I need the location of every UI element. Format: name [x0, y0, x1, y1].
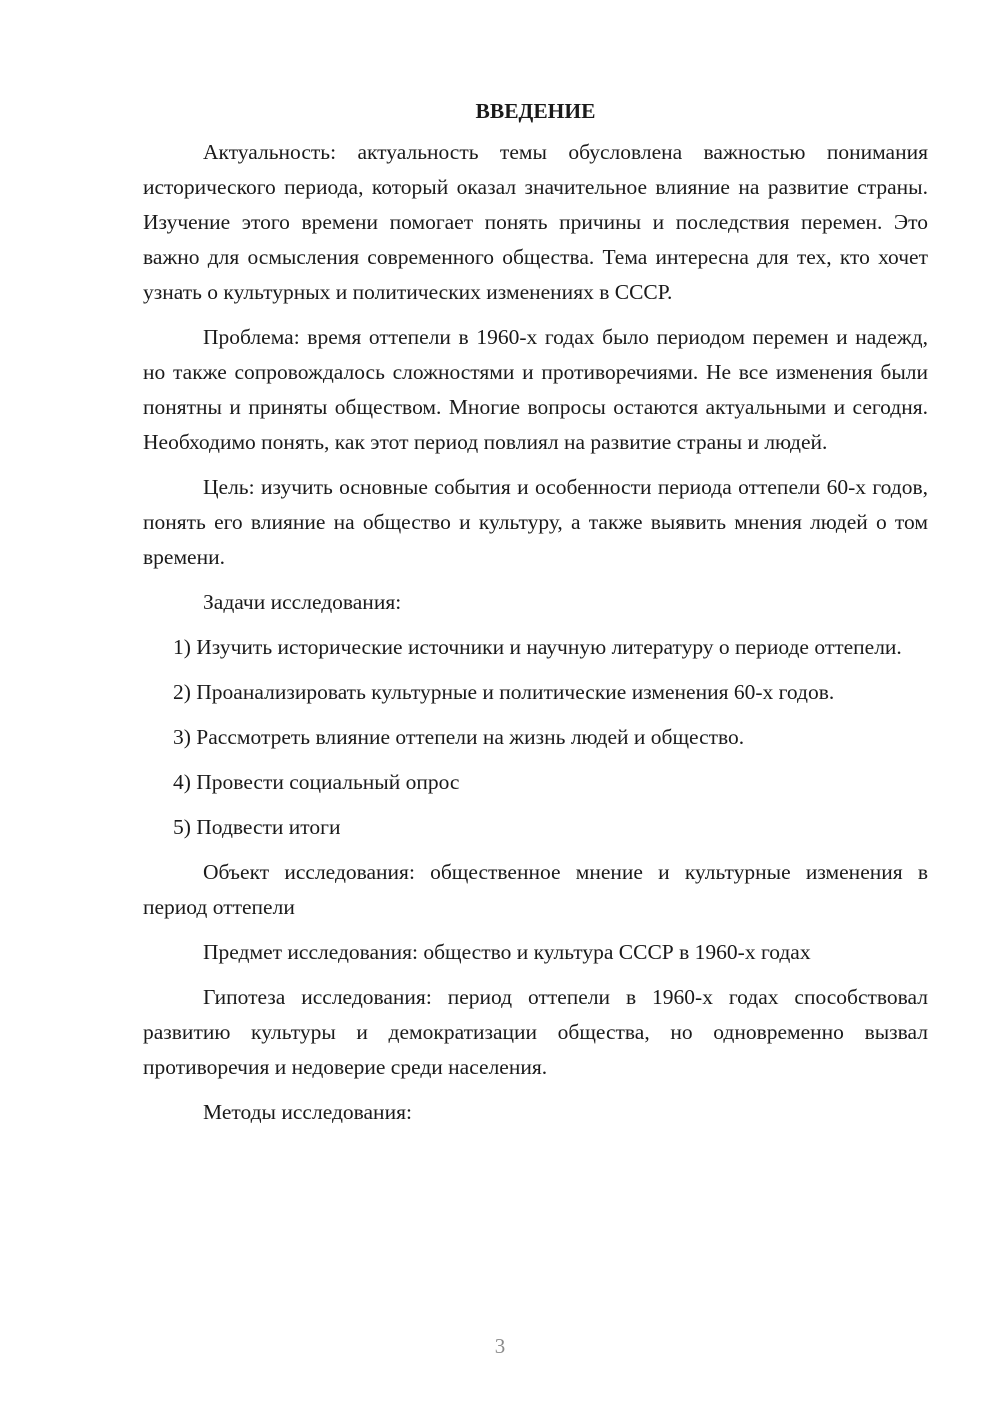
goal-paragraph: Цель: изучить основные события и особенности периода оттепели 60-х годов, понять его влияние на общество и культуру, а также выявить мнения людей о том времени.: [143, 475, 928, 569]
task-item-4: 4) Провести социальный опрос: [173, 770, 460, 794]
problem-paragraph: Проблема: время оттепели в 1960-х годах было периодом перемен и надежд, но также сопровождалось сложностями и противоречиями. Не все изменения были понятны и приняты обществом. Многие вопросы остаются актуальными и сегодня. Необходимо понять, как этот период повлиял на развитие страны и людей.: [143, 325, 928, 454]
tasks-title: Задачи исследования:: [203, 590, 402, 614]
document-page: [143, 95, 928, 1140]
section-heading: ВВЕДЕНИЕ: [475, 99, 596, 123]
object-paragraph: Объект исследования: общественное мнение и культурные изменения в период оттепели: [143, 860, 928, 919]
task-item-1: 1) Изучить исторические источники и научную литературу о периоде оттепели.: [173, 635, 902, 659]
hypothesis-paragraph: Гипотеза исследования: период оттепели в 1960-х годах способствовал развитию культуры и демократизации общества, но одновременно вызвал противоречия и недоверие среди населения.: [143, 985, 928, 1079]
relevance-paragraph: Актуальность: актуальность темы обусловлена важностью понимания исторического периода, который оказал значительное влияние на развитие страны. Изучение этого времени помогает понять причины и последствия перемен. Это важно для осмысления современного общества. Тема интересна для тех, кто хочет узнать о культурных и политических изменениях в СССР.: [143, 140, 928, 304]
subject-paragraph: Предмет исследования: общество и культура СССР в 1960-х годах: [203, 940, 811, 964]
task-item-2: 2) Проанализировать культурные и политические изменения 60-х годов.: [173, 680, 835, 704]
task-item-3: 3) Рассмотреть влияние оттепели на жизнь людей и общество.: [173, 725, 745, 749]
methods-title: Методы исследования:: [203, 1100, 412, 1124]
page-number: 3: [494, 1334, 506, 1358]
task-item-5: 5) Подвести итоги: [173, 815, 341, 839]
